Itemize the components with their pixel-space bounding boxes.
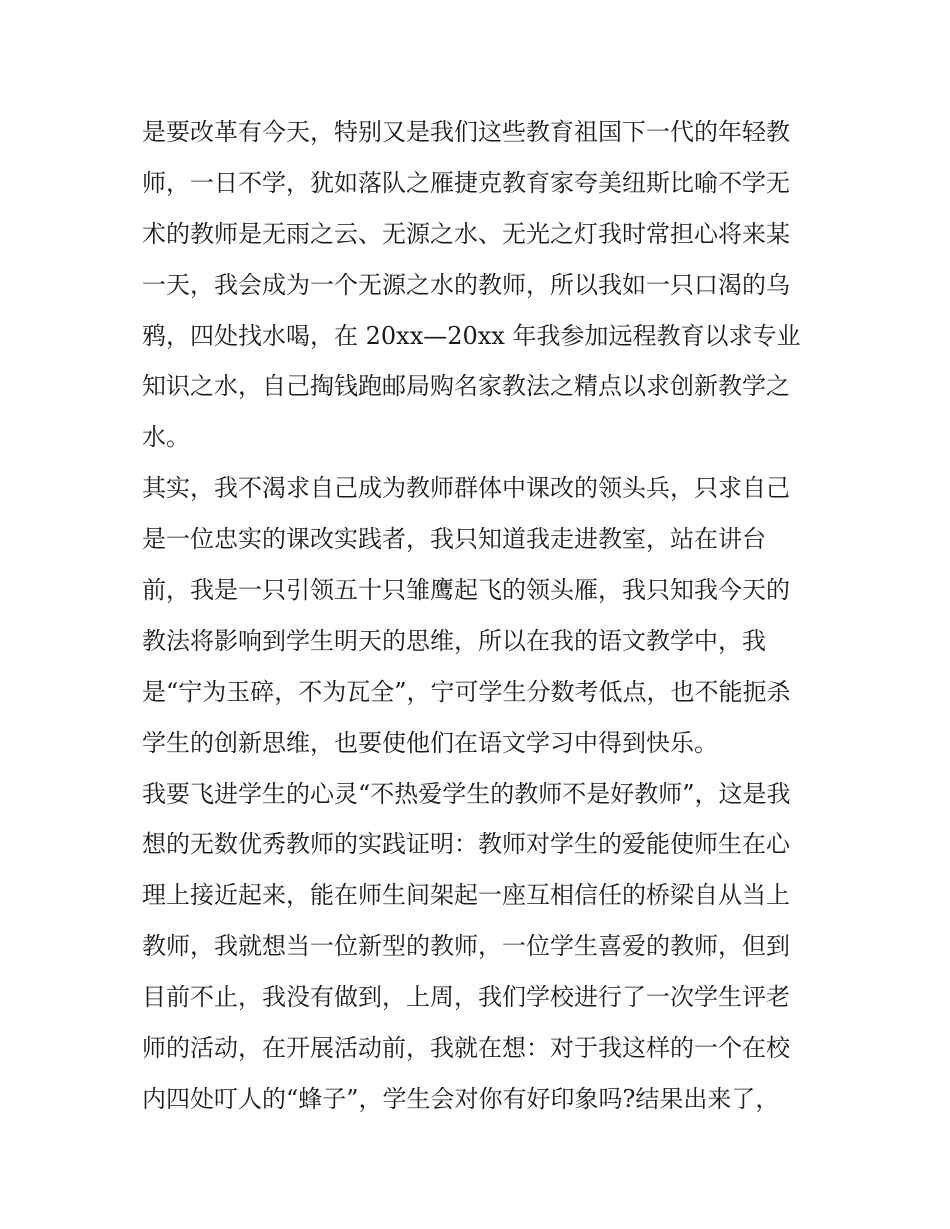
text-line: 水。 bbox=[142, 423, 190, 452]
text-line: 前，我是一只引领五十只雏鹰起飞的领头雁，我只知我今天的 bbox=[142, 576, 790, 605]
text-line: 教师，我就想当一位新型的教师，一位学生喜爱的教师，但到 bbox=[142, 932, 790, 961]
text-line: 术的教师是无雨之云、无源之水、无光之灯我时常担心将来某 bbox=[142, 219, 790, 248]
text-line: 其实，我不渴求自己成为教师群体中课改的领头兵，只求自己 bbox=[142, 474, 790, 503]
text-line: 目前不止，我没有做到，上周，我们学校进行了一次学生评老 bbox=[142, 983, 790, 1012]
text-line: 学生的创新思维，也要使他们在语文学习中得到快乐。 bbox=[142, 728, 718, 757]
text-line: 理上接近起来，能在师生间架起一座互相信任的桥梁自从当上 bbox=[142, 881, 790, 910]
text-line: 一天，我会成为一个无源之水的教师，所以我如一只口渴的乌 bbox=[142, 270, 790, 299]
text-line: 我要飞进学生的心灵“不热爱学生的教师不是好教师”，这是我 bbox=[142, 779, 791, 808]
text-line: 师，一日不学，犹如落队之雁捷克教育家夸美纽斯比喻不学无 bbox=[142, 168, 790, 197]
text-line: 是要改革有今天，特别又是我们这些教育祖国下一代的年轻教 bbox=[142, 118, 790, 146]
text-line: 师的活动，在开展活动前，我就在想：对于我这样的一个在校 bbox=[142, 1034, 790, 1063]
body-text bbox=[142, 107, 822, 1125]
text-line: 想的无数优秀教师的实践证明：教师对学生的爱能使师生在心 bbox=[142, 830, 790, 859]
text-line: 是一位忠实的课改实践者，我只知道我走进教室，站在讲台 bbox=[142, 525, 766, 554]
text-line: 教法将影响到学生明天的思维，所以在我的语文教学中，我 bbox=[142, 626, 766, 655]
text-line: 知识之水，自己掏钱跑邮局购名家教法之精点以求创新教学之 bbox=[142, 372, 790, 401]
text-line: 是“宁为玉碎，不为瓦全”，宁可学生分数考低点，也不能扼杀 bbox=[142, 677, 791, 706]
text-line: 内四处叮人的“蜂子”，学生会对你有好印象吗?结果出来了， bbox=[142, 1084, 780, 1113]
text-line: 鸦，四处找水喝，在 20xx—20xx 年我参加远程教育以求专业 bbox=[142, 321, 801, 350]
